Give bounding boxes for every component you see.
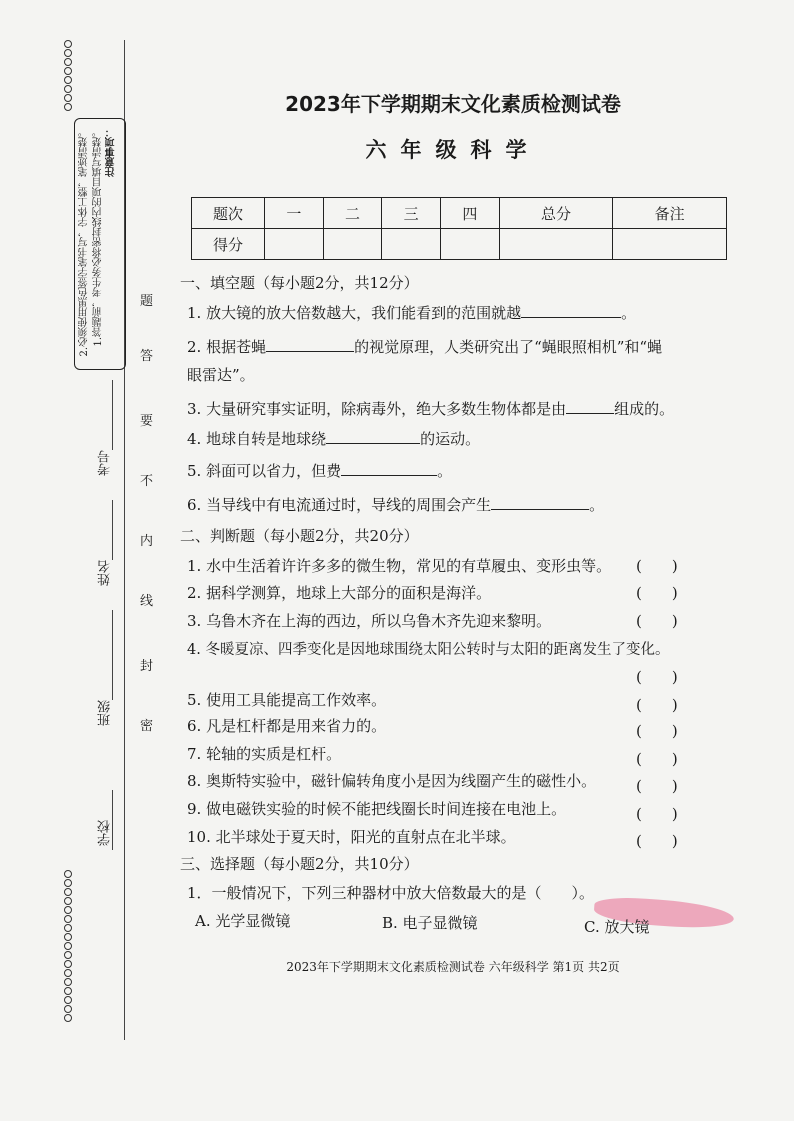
answer-paren[interactable]: ( ) [636,805,678,823]
seal-char: 密 [140,719,154,734]
question-text: 的运动。 [420,430,481,448]
question-text: 5. 斜面可以省力，但费 [187,462,342,480]
judge-question-9: 9. 做电磁铁实验的时候不能把线圈长时间连接在电池上。 [187,800,567,818]
score-header-cell: 三 [382,198,441,229]
exam-title: 2023年下学期期末文化素质检测试卷 [285,92,621,116]
binding-hole [64,960,72,968]
binding-hole [64,879,72,887]
score-cell[interactable] [441,229,500,260]
binding-hole [64,94,72,102]
judge-question-10: 10. 北半球处于夏天时，阳光的直射点在北半球。 [187,828,516,846]
binding-holes-bottom [62,870,78,1023]
seal-char: 题 [140,294,154,309]
question-text: 4. 地球自转是地球绕 [187,430,327,448]
binding-hole [64,996,72,1004]
field-school-label: 学校 [98,820,113,846]
seal-char: 不 [140,474,154,489]
fill-question-5 [187,460,452,481]
score-header-cell: 题次 [192,198,265,229]
notice-line-2: 2.必须使用黑色签字笔书写，字体工整，笔迹清楚。 [79,127,90,357]
judge-question-8: 8. 奥斯特实验中，磁针偏转角度小是因为线圈产生的磁性小。 [187,772,597,790]
binding-hole [64,942,72,950]
field-number-line[interactable] [112,380,113,450]
fill-question-3 [187,398,674,419]
judge-question-2: 2. 据科学测算，地球上大部分的面积是海洋。 [187,584,492,602]
score-row-label: 得分 [192,229,265,260]
question-text: 6. 当导线中有电流通过时，导线的周围会产生 [187,496,492,514]
binding-hole [64,1005,72,1013]
question-text: 1. 放大镜的放大倍数越大，我们能看到的范围就越 [187,304,522,322]
section-1-heading: 一、填空题（每小题2分，共12分） [180,274,419,292]
binding-hole [64,870,72,878]
binding-hole [64,103,72,111]
notice-line-1: 1.答题前，考生务必将密封线内的项目填写清楚。 [93,127,104,347]
fill-question-1 [187,302,636,323]
answer-blank[interactable] [566,399,614,414]
binding-hole [64,1014,72,1022]
score-header-cell: 四 [441,198,500,229]
judge-question-7: 7. 轮轴的实质是杠杆。 [187,745,342,763]
score-table [191,197,727,260]
field-number-label: 考号 [98,450,113,476]
answer-blank[interactable] [521,303,621,318]
seal-char: 要 [140,414,154,429]
binding-hole [64,58,72,66]
answer-blank[interactable] [266,337,354,352]
choice-option-c[interactable]: C. 放大镜 [584,918,650,936]
answer-blank[interactable] [491,495,589,510]
question-text: 组成的。 [614,400,675,418]
answer-paren[interactable]: ( ) [636,832,678,850]
seal-char: 封 [140,659,154,674]
binding-hole [64,987,72,995]
binding-hole [64,897,72,905]
field-school-line[interactable] [112,790,113,850]
judge-question-4: 4. 冬暖夏凉、四季变化是因地球围绕太阳公转时与太阳的距离发生了变化。 [187,642,670,658]
binding-hole [64,924,72,932]
field-name-line[interactable] [112,500,113,560]
notice-heading: 注意事项： [106,127,117,177]
field-class-label: 班级 [98,700,113,726]
score-header-cell: 总分 [499,198,613,229]
score-table-score-row [192,229,727,260]
score-header-cell: 备注 [613,198,727,229]
answer-blank[interactable] [341,461,437,476]
score-table-header-row [192,198,727,229]
binding-hole [64,40,72,48]
answer-paren[interactable]: ( ) [636,777,678,795]
judge-question-6: 6. 凡是杠杆都是用来省力的。 [187,717,387,735]
score-cell[interactable] [265,229,324,260]
answer-paren[interactable]: ( ) [636,612,678,630]
choice-option-a[interactable]: A. 光学显微镜 [195,912,291,930]
score-cell[interactable] [323,229,382,260]
question-text: 3. 大量研究事实证明，除病毒外，绝大多数生物体都是由 [187,400,567,418]
binding-hole [64,85,72,93]
answer-paren[interactable]: ( ) [636,750,678,768]
binding-hole [64,951,72,959]
score-header-cell: 一 [265,198,324,229]
answer-paren[interactable]: ( ) [636,696,678,714]
question-text: 。 [589,496,605,514]
binding-hole [64,76,72,84]
fill-question-2-cont: 眼雷达”。 [187,366,255,384]
field-name-label: 姓名 [98,560,113,586]
answer-paren[interactable]: ( ) [636,668,678,686]
binding-hole [64,915,72,923]
question-text: 。 [437,462,453,480]
seal-char: 内 [140,534,154,549]
score-cell[interactable] [382,229,441,260]
binding-hole [64,888,72,896]
section-3-heading: 三、选择题（每小题2分，共10分） [180,855,419,873]
seal-char: 线 [140,594,154,609]
score-cell[interactable] [613,229,727,260]
choice-question-1: 1．一般情况下，下列三种器材中放大倍数最大的是（ ）。 [187,884,595,902]
binding-hole [64,67,72,75]
judge-question-5: 5. 使用工具能提高工作效率。 [187,691,387,709]
binding-holes-top [62,40,78,112]
answer-paren[interactable]: ( ) [636,584,678,602]
judge-question-3: 3. 乌鲁木齐在上海的西边，所以乌鲁木齐先迎来黎明。 [187,612,552,630]
score-cell[interactable] [499,229,613,260]
notice-box [74,118,126,370]
question-text: 2. 根据苍蝇 [187,338,267,356]
binding-hole [64,49,72,57]
field-class-line[interactable] [112,610,113,700]
binding-hole [64,906,72,914]
question-text: 的视觉原理，人类研究出了“蝇眼照相机”和“蝇 [354,338,663,356]
answer-paren[interactable]: ( ) [636,722,678,740]
choice-option-b[interactable]: B. 电子显微镜 [382,914,478,932]
answer-blank[interactable] [326,429,420,444]
judge-question-1: 1. 水中生活着许许多多的微生物，常见的有草履虫、变形虫等。 [187,557,612,575]
fill-question-2 [187,336,662,357]
score-header-cell: 二 [323,198,382,229]
question-text: 。 [621,304,637,322]
answer-paren[interactable]: ( ) [636,557,678,575]
section-2-heading: 二、判断题（每小题2分，共20分） [180,527,419,545]
binding-hole [64,978,72,986]
binding-hole [64,969,72,977]
seal-char: 答 [140,349,154,364]
binding-hole [64,933,72,941]
page-footer: 2023年下学期期末文化素质检测试卷 六年级科学 第1页 共2页 [286,960,620,974]
exam-subtitle: 六年级科学 [365,138,541,162]
fill-question-4 [187,428,480,449]
fill-question-6 [187,494,604,515]
